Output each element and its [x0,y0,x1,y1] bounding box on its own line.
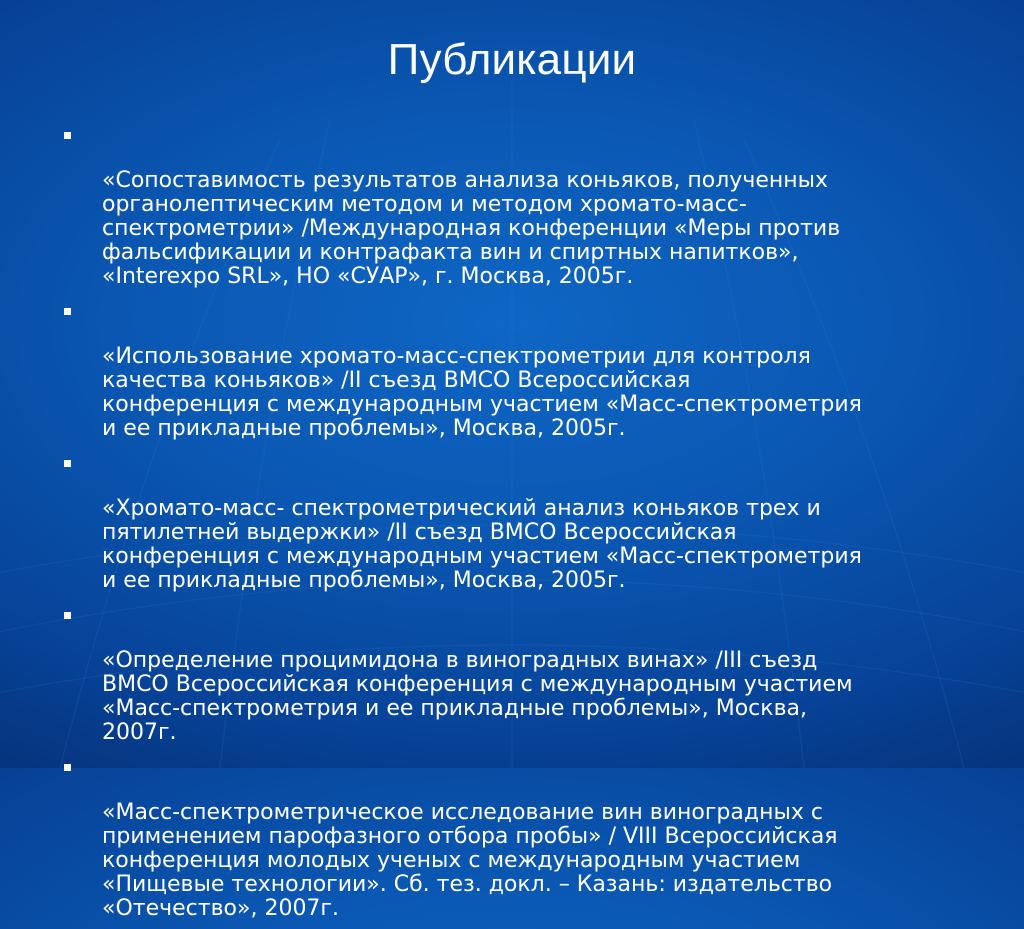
publication-item [60,753,980,921]
publication-item [60,601,980,745]
square-bullet-icon [64,460,71,467]
square-bullet-icon [64,132,71,139]
publication-text: «Определение процимидона в виноградных винах» /III съезд ВМСО Всероссийская конференция с международным участием «Масс-спектрометрия и ее прикладные проблемы», Москва, 2007г. [102,648,853,745]
square-bullet-icon [64,308,71,315]
publications-list [60,121,980,929]
publication-text: «Сопоставимость результатов анализа коньяков, полученных органолептическим методом и методом хромато-масс- спектрометрии» /Международная конференции «Меры против фальсификации и контрафакта вин и спиртных напитков», «Interexpo SRL», НО «СУАР», г. Москва, 2005г. [102,168,841,289]
publication-item [60,297,980,441]
publication-text: «Хромато-масс- спектрометрический анализ коньяков трех и пятилетней выдержки» /II съезд ВМСО Всероссийская конференция с международным участием «Масс-спектрометрия и ее прикладные проблемы», Москва, 2005г. [102,496,862,593]
square-bullet-icon [64,612,71,619]
publication-item [60,121,980,289]
publication-text: «Использование хромато-масс-спектрометрии для контроля качества коньяков» /II съезд ВМСО Всероссийская конференция с международным участием «Масс-спектрометрия и ее прикладные проблемы», Москва, 2005г. [102,344,862,441]
publication-text: «Масс-спектрометрическое исследование вин виноградных с применением парофазного отбора пробы» / VIII Всероссийская конференция молодых ученых с международным участием «Пищевые технологии». Сб. тез. докл. – Казань: издательство «Отечество», 2007г. [102,800,838,921]
publication-item [60,449,980,593]
slide-title: Публикации [387,35,637,84]
